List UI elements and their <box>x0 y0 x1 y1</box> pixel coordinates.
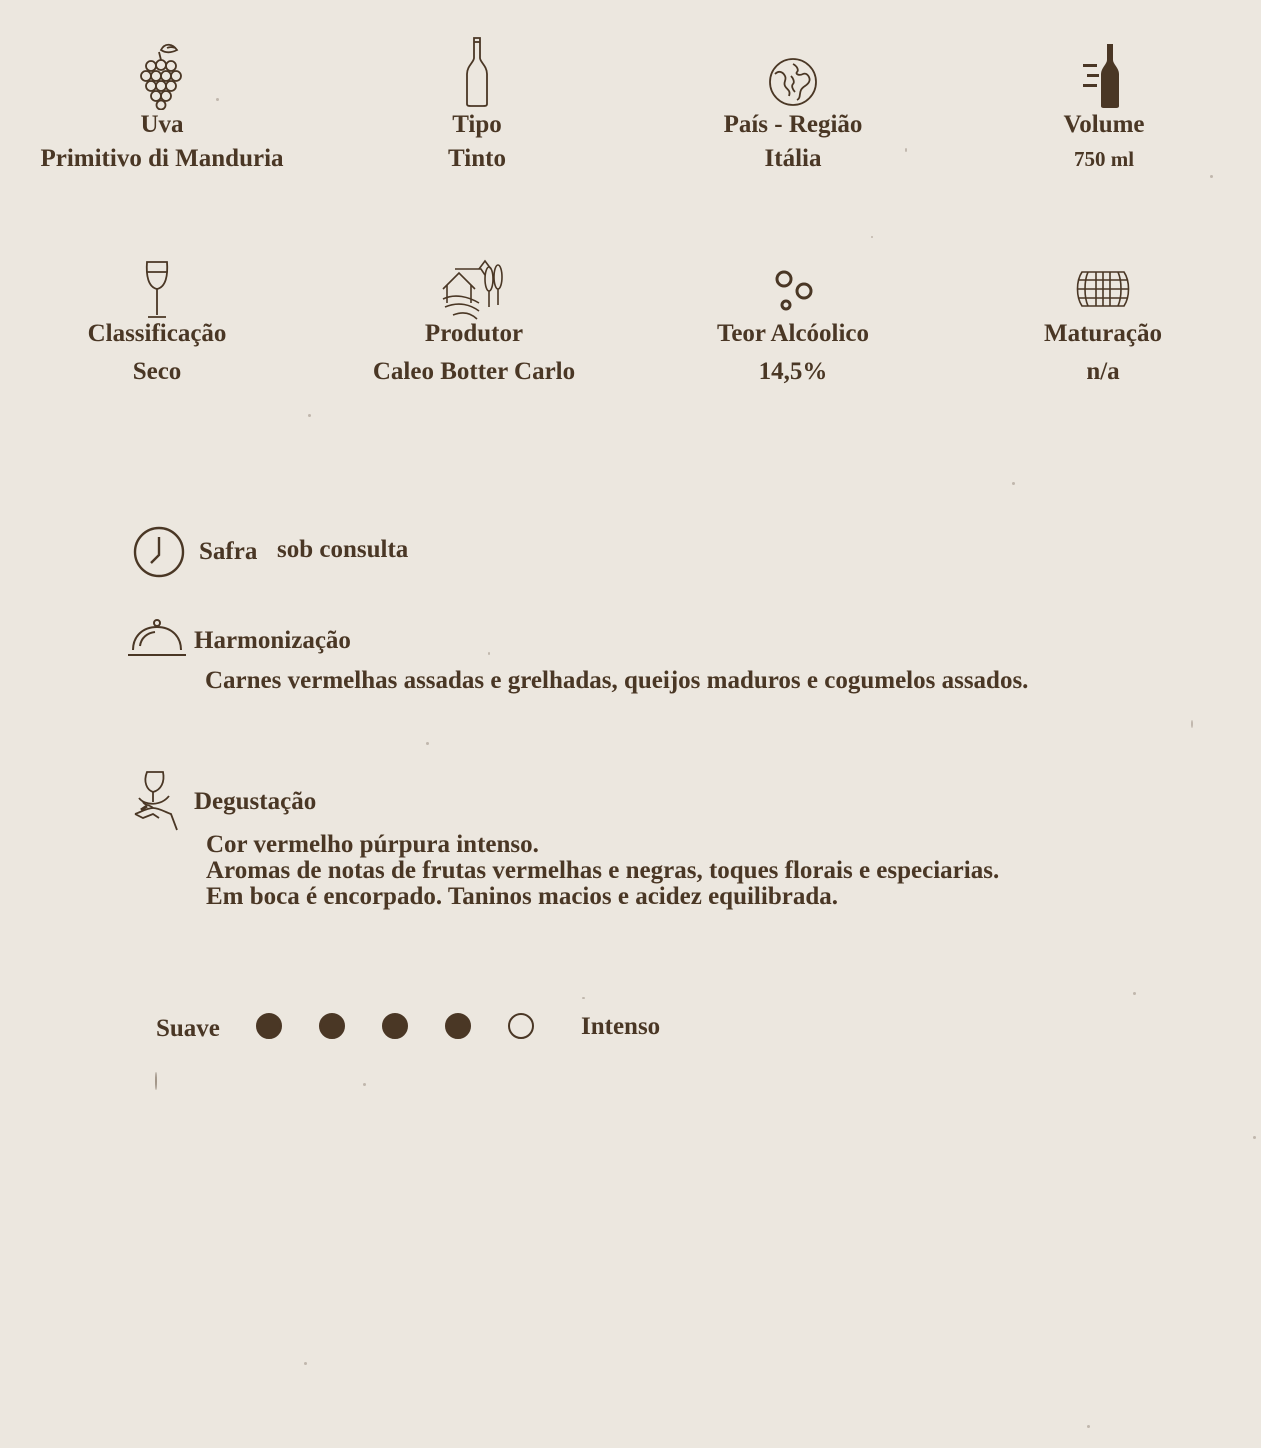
spec-uva <box>22 40 302 180</box>
spec-teor <box>653 255 933 395</box>
bottle-icon <box>464 36 490 108</box>
intensity-dot-filled <box>319 1013 345 1039</box>
harmonizacao-title: Harmonização <box>194 627 351 654</box>
spec-maturacao <box>963 255 1243 395</box>
spec-value: Tinto <box>448 145 506 172</box>
degustacao-title: Degustação <box>194 788 317 815</box>
degustacao-line: Aromas de notas de frutas vermelhas e negras, toques florais e especiarias. <box>206 857 1000 884</box>
wine-glass-icon <box>142 259 172 321</box>
spec-pais <box>653 40 933 180</box>
spec-value: Primitivo di Manduria <box>40 145 284 172</box>
degustacao-line: Cor vermelho púrpura intenso. <box>206 831 539 858</box>
spec-label: Tipo <box>452 111 502 138</box>
intensity-min-label: Suave <box>156 1015 220 1042</box>
barrel-icon <box>1074 269 1132 309</box>
safra-value: sob consulta <box>277 536 409 563</box>
bubbles-icon <box>768 265 818 315</box>
spec-produtor <box>334 255 614 395</box>
spec-value: 750 ml <box>1073 147 1135 171</box>
spec-label: Volume <box>1063 111 1145 138</box>
harmonizacao-text: Carnes vermelhas assadas e grelhadas, queijos maduros e cogumelos assados. <box>205 667 1029 694</box>
safra-label: Safra <box>199 538 258 565</box>
clock-icon <box>132 525 186 579</box>
spec-label: País - Região <box>723 111 863 138</box>
spec-value: Seco <box>132 358 182 385</box>
spec-label: Maturação <box>1043 320 1163 347</box>
tasting-icon <box>133 768 183 836</box>
grapes-icon <box>139 42 185 110</box>
spec-value: 14,5% <box>758 358 828 385</box>
intensity-dot-empty <box>508 1013 534 1039</box>
intensity-dot-filled <box>445 1013 471 1039</box>
intensity-dot-filled <box>382 1013 408 1039</box>
spec-label: Produtor <box>424 320 524 347</box>
spec-value: Itália <box>764 145 822 172</box>
spec-value: Caleo Botter Carlo <box>372 358 576 385</box>
spec-classificacao <box>17 255 297 395</box>
spec-label: Uva <box>140 111 184 138</box>
spec-tipo <box>337 40 617 180</box>
spec-label: Classificação <box>87 320 227 347</box>
spec-value: n/a <box>1086 358 1120 385</box>
intensity-dot-filled <box>256 1013 282 1039</box>
degustacao-line: Em boca é encorpado. Taninos macios e acidez equilibrada. <box>206 883 838 910</box>
spec-volume <box>964 40 1244 180</box>
spec-label: Teor Alcóolico <box>716 320 870 347</box>
intensity-max-label: Intenso <box>581 1013 661 1040</box>
vineyard-icon <box>441 259 507 321</box>
globe-icon <box>767 56 819 108</box>
cloche-icon <box>127 618 187 658</box>
bottle-volume-icon <box>1081 42 1127 110</box>
